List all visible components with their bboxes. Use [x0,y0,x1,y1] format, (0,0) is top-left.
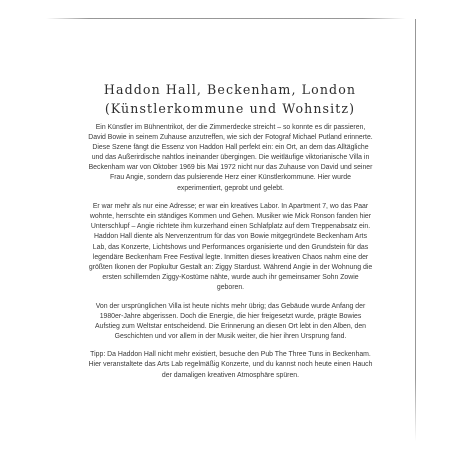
paragraph-tip: Tipp: Da Haddon Hall nicht mehr existiert, besuche den Pub The Three Tuns in Beckenham. Hier veranstaltete das Arts Lab regelmäßig Konzerte, und du kannst noch heute einen Hauch der damaligen kreativen Atmosphäre spüren. [88,351,373,379]
paragraph-1: Ein Künstler im Bühnentrikot, der die Zimmerdecke streicht – so konnte es dir passieren, David Bowie in seinem Zuhause anzutreffen, wie sich der Fotograf Michael Putland erinnerte. Diese Szene fängt die Essenz von Haddon Hall perfekt ein: ein Ort, an dem das Alltägliche und das Außerirdische nahtlos ineinander übergingen. Die weitläufige viktorianische Villa in Beckenham war von Oktober 1969 bis Mai 1972 nicht nur das Zuhause von David und seiner Frau Angie, sondern das pulsierende Herz einer Künstlerkommune. Hier wurde experimentiert, geprobt und gelebt. [88,124,373,192]
paragraph-2: Er war mehr als nur eine Adresse; er war ein kreatives Labor. In Apartment 7, wo das Paar wohnte, herrschte ein ständiges Kommen und Gehen. Musiker wie Mick Ronson fanden hier Unterschlupf – Angie richtete ihm kurzerhand einen Schlafplatz auf dem Treppenabsatz ein. Haddon Hall diente als Nervenzentrum für das von Bowie mitgegründete Beckenham Arts Lab, das Konzerte, Lichtshows und Performances organisierte und den Grundstein für das legendäre Beckenham Free Festival legte. Inmitten dieses kreativen Chaos nahm eine der größten Ikonen der Popkultur Gestalt an: Ziggy Stardust. Während Angie in der Wohnung die ersten schillernden Ziggy-Kostüme nähte, wurde auch ihr gemeinsamer Sohn Zowie geboren. [88,203,373,291]
paragraph-3: Von der ursprünglichen Villa ist heute nichts mehr übrig; das Gebäude wurde Anfang der 1980er-Jahre abgerissen. Doch die Energie, die hier freigesetzt wurde, prägte Bowies Aufstieg zum Weltstar entscheidend. Die Erinnerung an diesen Ort lebt in den Alben, den Geschichten und vor allem in der Musik weiter, die hier ihren Ursprung fand. [94,302,367,340]
body-text [88,123,373,389]
title-line-2: (Künstlerkommune und Wohnsitz) [104,101,356,116]
page-title [40,80,420,118]
top-border-rule [46,18,406,19]
title-line-1: Haddon Hall, Beckenham, London [103,82,357,97]
